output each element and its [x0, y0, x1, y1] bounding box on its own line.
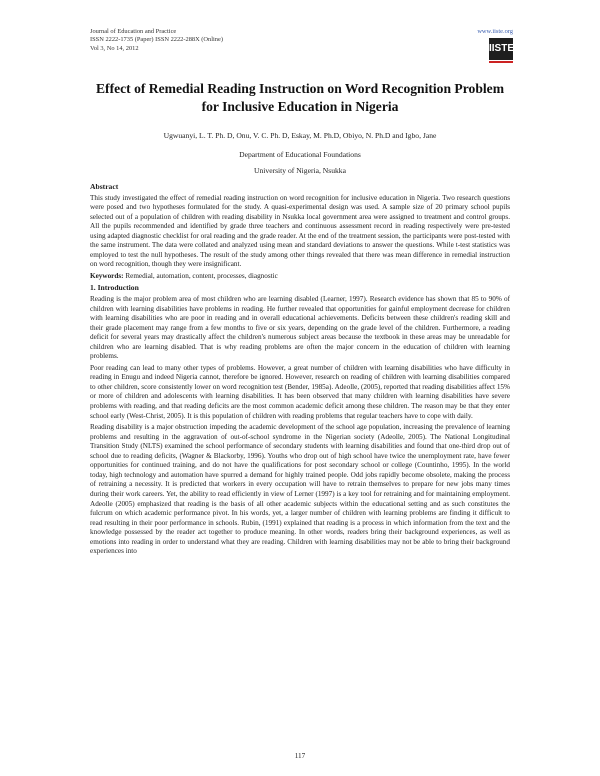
page-number: 117: [294, 752, 306, 760]
abstract-heading: Abstract: [90, 182, 119, 191]
introduction-heading: 1. Introduction: [90, 283, 139, 293]
journal-url[interactable]: www.iiste.org: [477, 28, 513, 35]
intro-paragraph-3: Reading disability is a major obstruction impeding the academic development of the school age population, increasing the prevalence of learning problems and resulting in the aggravation of out-of-school syndrome in the Nigerian society (Adeolle, 2005). The National Longitudinal Transition Study (NLTS) examined the school performance of secondary students with learning disabilities and found that one-third drop out of school due to reading deficits, (Wagner & Blackorby, 1996). Youths who drop out of high school have twice the unemployment rate, have fewer opportunities for continued training, and do not have the qualifications for post secondary school or college (Countinho, 1995). In the world today, high technology and automation have spurred a demand for highly trained people. Odd jobs rapidly become obsolete, making the process of retraining a necessity. It is predicted that workers in every occupation will have to retrain themselves to prepare for new jobs many times during their work careers. Yet, the ability to read efficiently in view of Lerner (1997) is a key tool for retraining and for maintaining employment. Adeolle (2005) emphasized that reading is the basis of all other academic subjects within the educational setting and as such constitutes the fulcrum on which academic performance pivot. In his words, yet, a larger number of children with learning problems are finding it difficult to read resulting in their poor performance in schools. Rubin, (1991) explained that reading is a process in which information from the text and the knowledge possessed by the reader act together to produce meaning. In other words, readers bring their background experiences, as well as emotions into reading in order to understand what they are reading. Children with learning disabilities may not be able to bring their background experiences into: [90, 423, 510, 556]
author-department: Department of Educational Foundations: [239, 150, 361, 159]
author-university: University of Nigeria, Nsukka: [254, 166, 346, 175]
journal-name: Journal of Education and Practice: [90, 28, 177, 35]
logo-underline: [489, 61, 513, 63]
journal-issn: ISSN 2222-1735 (Paper) ISSN 2222-288X (Online): [90, 36, 223, 44]
keywords-label: Keywords:: [90, 271, 124, 280]
abstract-text: This study investigated the effect of remedial reading instruction on word recognition for inclusive education in Nigeria. Two research questions were posed and two hypotheses formulated for the study. A quasi-experimental design was used. A sample size of 20 primary school pupils selected out of a population of children with reading disability in Nsukka local government area were assigned to treatment and control groups. All the pupils recommended and identified by grade three teachers and continuous assessment record in reading respectively were pre-tested using adapted diagnostic checklist for oral reading and the grade reader. At the end of the treatment session, the participants were post-tested with the same instrument. The data were collated and analyzed using mean and standard deviations to answer the questions. While t-test statistics was employed to test the null hypotheses. The result of the study among other things revealed that there was mean difference in remedial instruction on word recognition, though they were insignificant.: [90, 193, 510, 269]
paper-title: Effect of Remedial Reading Instruction on Word Recognition Problem for Inclusive Education in Nigeria: [95, 81, 505, 114]
paper-authors: Ugwuanyi, L. T. Ph. D, Onu, V. C. Ph. D, Eskay, M. Ph.D, Obiyo, N. Ph.D and Igbo, Jane: [163, 131, 437, 140]
keywords: [90, 272, 510, 282]
keywords-text: Remedial, automation, content, processes, diagnostic: [123, 271, 278, 280]
iiste-logo: IISTE: [489, 38, 513, 60]
journal-header: [90, 28, 223, 53]
paper-body: [90, 182, 510, 559]
intro-paragraph-2: Poor reading can lead to many other types of problems. However, a great number of children with learning disabilities who have difficulty in reading in Enugu and indeed Nigeria cannot, therefore be ignored. However, research on reading of children with learning disabilities compared to other children, score consistently lower on word recognition test (Bender, 1985a). Adeolle, (2005), reported that reading disabilities affect 15% or more of children and adolescents with learning disabilities. It has been observed that many children with learning disabilities have severe problems with reading, and that reading deficits are the most common academic deficit among these children. The reason may be that they enter school early (West-Christ, 2005). It is this population of children with reading problems that regular teachers have to cope with daily.: [90, 363, 510, 420]
journal-volume: Vol 3, No 14, 2012: [90, 44, 139, 52]
intro-paragraph-1: Reading is the major problem area of most children who are learning disabled (Learner, 1997). Research evidence has shown that 85 to 90% of children with learning disabilities have problems in reading. He further revealed that opportunities for gainful employment decrease for children with learning disabilities who are poor in reading and in overall educational achievements. Deficits between these children's reading skill and their grade placement may range from a few months to five or six years, depending on the grade level of the children. Furthermore, a reading deficit for several years may drastically affect the children's numerous subject areas because the textbook in these areas may be unreadable for children who are learning disabled. That is why reading problems are often the major concern in the education of children with learning problems.: [90, 295, 510, 361]
